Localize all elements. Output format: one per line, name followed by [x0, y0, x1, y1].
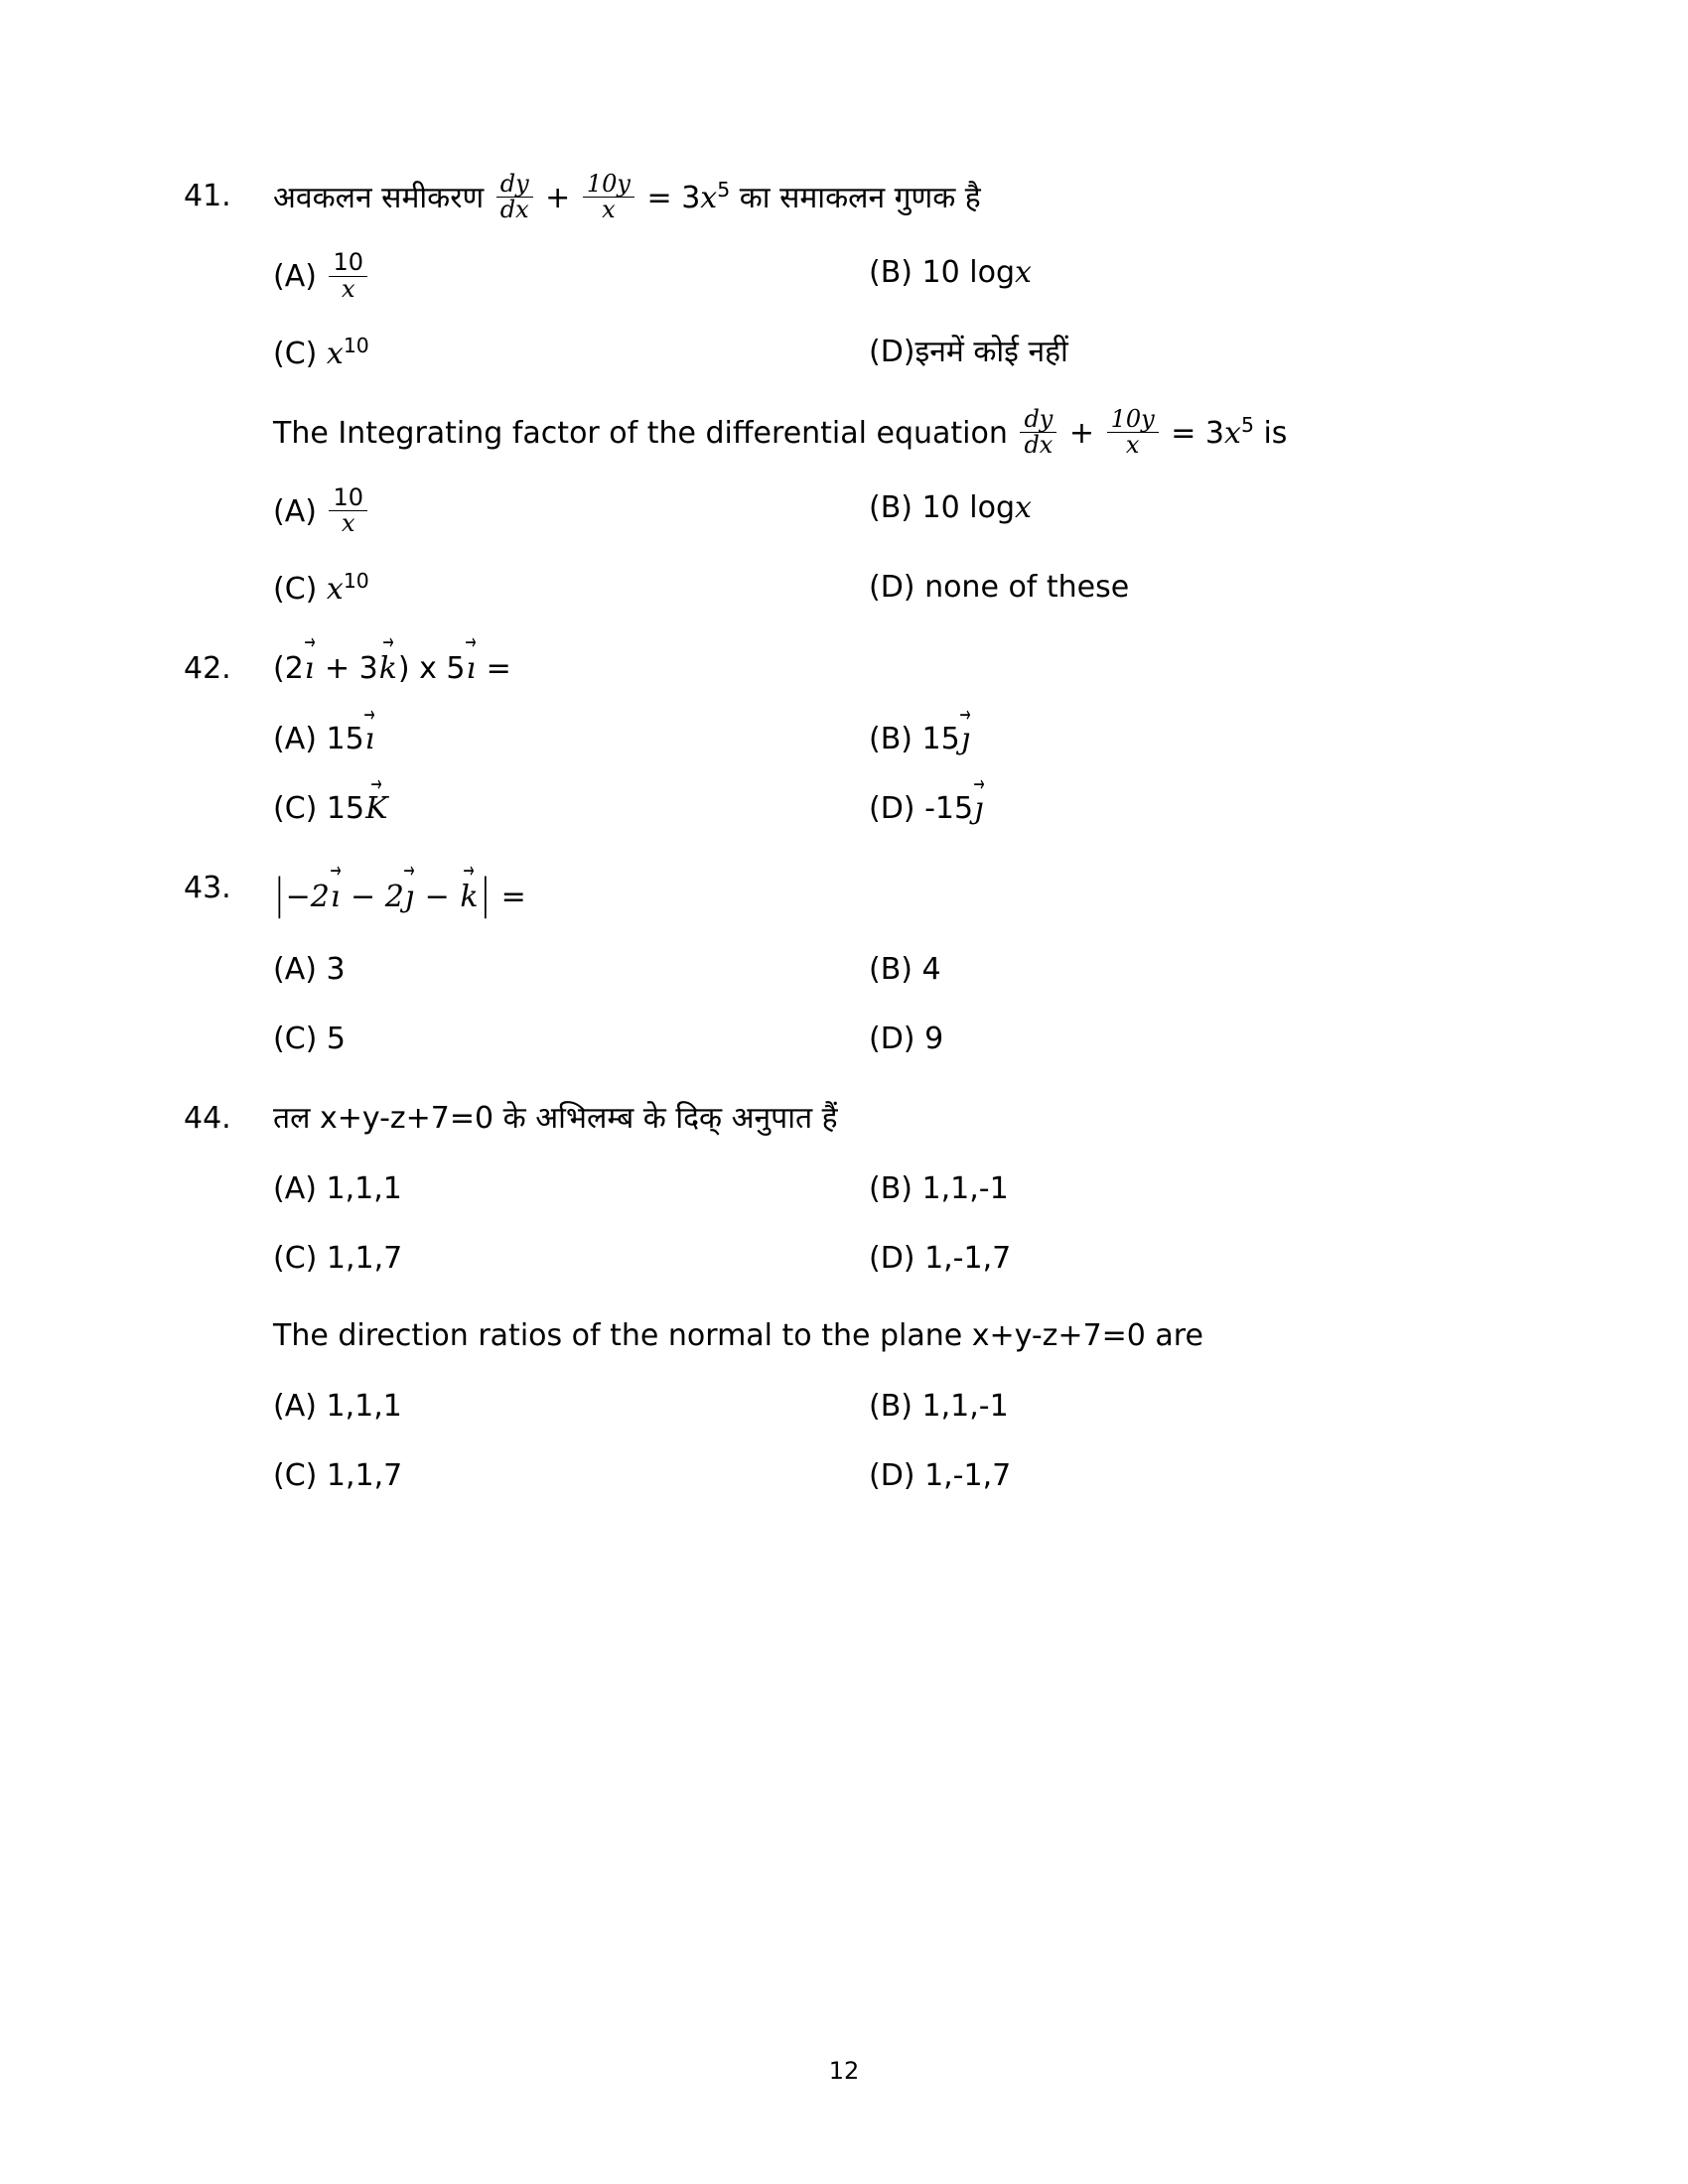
- question-44-hindi-options-row-2: [273, 1238, 1479, 1280]
- fraction-numerator: dy: [496, 172, 533, 198]
- vector-k: k →: [378, 646, 398, 691]
- option-c-key: (C): [273, 571, 318, 607]
- fraction-10y-x: [583, 172, 634, 222]
- question-41: [184, 170, 1479, 611]
- fraction-dy-dx-en: [1020, 404, 1056, 459]
- question-44-hindi-options-row-1: [273, 1168, 1479, 1210]
- fraction-dy-dx: [496, 172, 533, 222]
- option-b[interactable]: [869, 949, 1465, 991]
- rhs-base: x: [1224, 415, 1241, 451]
- option-b[interactable]: [869, 1386, 1465, 1428]
- rhs-exponent: 5: [1240, 412, 1254, 437]
- fraction-numerator: 10y: [583, 172, 634, 198]
- vector-i: ı →: [466, 646, 478, 691]
- plus-sign: +: [545, 181, 571, 216]
- question-43-options-row-2: [273, 1019, 1479, 1060]
- option-d[interactable]: [869, 1238, 1465, 1280]
- option-d-key: (D): [869, 1021, 915, 1056]
- option-d-key: (D): [869, 790, 915, 826]
- option-d[interactable]: [869, 1455, 1465, 1497]
- option-b-key: (B): [869, 1170, 913, 1206]
- question-44-number: 44.: [184, 1100, 231, 1136]
- option-a-value: 3: [326, 951, 346, 987]
- option-c[interactable]: [273, 1238, 869, 1280]
- option-c-key: (C): [273, 1457, 318, 1493]
- vector-j: ȷ →: [973, 788, 984, 830]
- option-d[interactable]: [869, 1019, 1465, 1060]
- option-c-key: (C): [273, 1021, 318, 1056]
- option-b-value: 10 log: [921, 255, 1015, 291]
- option-a[interactable]: [273, 1168, 869, 1210]
- option-a-key: (A): [273, 494, 317, 530]
- question-41-prompt-hindi: [273, 170, 1479, 224]
- option-d-value: 1,-1,7: [924, 1240, 1012, 1276]
- option-a-value: 1,1,1: [326, 1170, 402, 1206]
- fraction-denominator: x: [1125, 430, 1140, 459]
- question-41-english-options-row-2: [273, 567, 1479, 611]
- fraction-denominator: x: [602, 196, 616, 224]
- fraction-denominator: x: [341, 509, 355, 538]
- question-41-prompt-hindi-pre: अवकलन समीकरण: [273, 181, 485, 216]
- option-c-value: 1,1,7: [326, 1457, 403, 1493]
- option-c[interactable]: [273, 788, 869, 830]
- fraction-numerator: 10: [329, 250, 367, 276]
- option-c-value: 5: [326, 1021, 346, 1056]
- option-c-value: x: [326, 336, 344, 371]
- equals-part: = 3: [1171, 415, 1225, 451]
- vector-i: ı →: [304, 646, 316, 691]
- question-44-prompt-hindi: तल x+y-z+7=0 के अभिलम्ब के दिक् अनुपात हैं: [273, 1100, 838, 1136]
- rhs-exponent: 5: [717, 178, 731, 203]
- fraction-numerator: 10: [329, 485, 367, 511]
- vector-i: ı →: [364, 719, 376, 760]
- question-44-header: [184, 1096, 1479, 1141]
- fraction-10y-x-en: [1107, 404, 1159, 459]
- abs-bar-left: |: [273, 868, 286, 918]
- fraction-denominator: x: [341, 274, 355, 303]
- fraction-denominator: dx: [499, 196, 529, 224]
- option-c-exponent: 10: [343, 568, 369, 593]
- option-a[interactable]: [273, 483, 869, 538]
- question-44-english-options-row-2: [273, 1455, 1479, 1497]
- question-41-english-options-row-1: [273, 483, 1479, 538]
- option-b-value: 1,1,-1: [921, 1170, 1009, 1206]
- option-a-key: (A): [273, 259, 317, 295]
- question-41-hindi-options-row-2: [273, 332, 1479, 375]
- question-41-header: [184, 170, 1479, 224]
- question-42-options-row-2: [273, 788, 1479, 830]
- option-a-fraction: [329, 250, 367, 301]
- fraction-denominator: dx: [1024, 430, 1054, 459]
- question-41-number: 41.: [184, 179, 231, 213]
- option-d-value: इनमें कोई नहीं: [914, 334, 1068, 369]
- option-a[interactable]: [273, 1386, 869, 1428]
- option-d-key: (D): [869, 334, 915, 369]
- option-b[interactable]: [869, 487, 1465, 538]
- option-c-value: 1,1,7: [326, 1240, 403, 1276]
- option-d[interactable]: [869, 788, 1465, 830]
- option-d-key: (D): [869, 1457, 915, 1493]
- option-c[interactable]: [273, 332, 869, 375]
- vector-i: ı →: [330, 875, 342, 919]
- option-d[interactable]: [869, 567, 1465, 611]
- option-a-key: (A): [273, 1388, 317, 1424]
- option-b-value: 15: [921, 721, 960, 756]
- question-43-prompt: |−2ı → − 2ȷ → − k →| =: [273, 866, 1479, 921]
- question-43-number: 43.: [184, 870, 231, 905]
- question-42-prompt: (2ı → + 3k →) x 5ı → =: [273, 646, 1479, 691]
- option-b-value: 4: [921, 951, 941, 987]
- question-41-hindi-options-row-1: [273, 248, 1479, 303]
- question-43: [184, 866, 1479, 1060]
- option-b-key: (B): [869, 721, 913, 756]
- question-41-prompt-english: [273, 404, 1479, 460]
- option-c-value: 15: [326, 790, 365, 826]
- option-a-key: (A): [273, 1170, 317, 1206]
- option-a[interactable]: [273, 719, 869, 760]
- option-a-fraction: [329, 485, 367, 536]
- question-42-number: 42.: [184, 650, 231, 686]
- option-c-exponent: 10: [343, 333, 369, 357]
- option-c[interactable]: [273, 1455, 869, 1497]
- question-44-prompt-english: The direction ratios of the normal to the plane x+y-z+7=0 are: [273, 1317, 1203, 1353]
- option-b-italic-tail: x: [1015, 255, 1032, 291]
- option-d[interactable]: [869, 332, 1465, 375]
- option-a[interactable]: [273, 248, 869, 303]
- option-b-key: (B): [869, 951, 913, 987]
- option-c[interactable]: [273, 567, 869, 611]
- vector-k: K →: [364, 788, 388, 830]
- question-43-options-row-1: [273, 949, 1479, 991]
- vector-j: ȷ →: [404, 875, 415, 919]
- vector-k: k →: [459, 875, 479, 919]
- option-b-key: (B): [869, 255, 913, 291]
- fraction-numerator: dy: [1020, 407, 1056, 433]
- option-d-value: -15: [924, 790, 974, 826]
- option-c-value: x: [326, 571, 344, 607]
- option-d-value: none of these: [924, 569, 1130, 605]
- question-42-options-row-1: [273, 719, 1479, 760]
- option-b-value: 1,1,-1: [921, 1388, 1009, 1424]
- equals-part: = 3: [646, 181, 701, 216]
- page-number: 12: [828, 2057, 860, 2085]
- option-a-value: 15: [326, 721, 364, 756]
- fraction-numerator: 10y: [1107, 407, 1159, 433]
- option-c-key: (C): [273, 790, 318, 826]
- question-43-header: [184, 866, 1479, 921]
- rhs-base: x: [700, 181, 718, 216]
- option-d-value: 1,-1,7: [924, 1457, 1012, 1493]
- option-d-value: 9: [924, 1021, 944, 1056]
- option-c[interactable]: [273, 1019, 869, 1060]
- option-d-key: (D): [869, 1240, 915, 1276]
- option-a-value: 1,1,1: [326, 1388, 402, 1424]
- option-a-key: (A): [273, 721, 317, 756]
- plus-sign: +: [1068, 415, 1095, 451]
- option-a-key: (A): [273, 951, 317, 987]
- option-d-key: (D): [869, 569, 915, 605]
- option-a[interactable]: [273, 949, 869, 991]
- option-b-value: 10 log: [921, 490, 1015, 526]
- vector-j: ȷ →: [960, 719, 971, 760]
- option-b-key: (B): [869, 1388, 913, 1424]
- question-42-header: [184, 646, 1479, 691]
- option-c-key: (C): [273, 1240, 318, 1276]
- option-c-key: (C): [273, 336, 318, 371]
- option-b[interactable]: [869, 252, 1465, 303]
- option-b-key: (B): [869, 490, 913, 526]
- question-44-english-options-row-1: [273, 1386, 1479, 1428]
- option-b[interactable]: [869, 1168, 1465, 1210]
- abs-bar-right: |: [479, 868, 492, 918]
- option-b[interactable]: [869, 719, 1465, 760]
- question-42: [184, 646, 1479, 830]
- question-41-prompt-hindi-post: का समाकलन गुणक है: [739, 181, 981, 216]
- option-b-italic-tail: x: [1015, 490, 1032, 526]
- question-41-prompt-english-post: is: [1263, 415, 1288, 451]
- question-41-prompt-english-pre: The Integrating factor of the differential equation: [273, 415, 1008, 451]
- question-44: [184, 1096, 1479, 1497]
